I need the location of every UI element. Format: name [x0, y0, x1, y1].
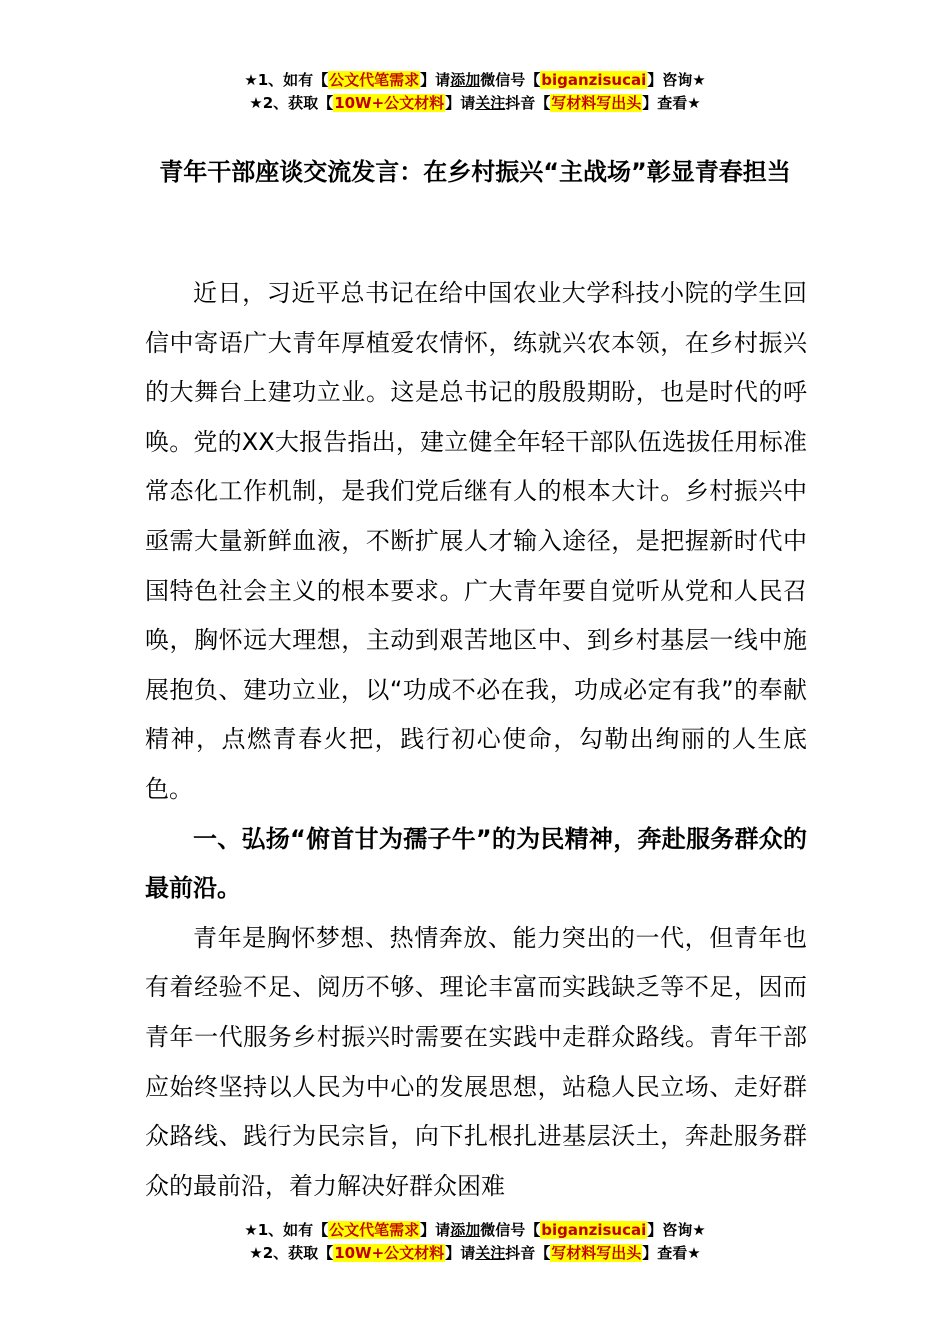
footer-line-2-suffix: 】查看★	[642, 1244, 701, 1262]
banner-line-1-middle: 】请	[420, 71, 451, 89]
footer-line-1	[0, 1219, 950, 1242]
footer-line-2-highlight-materials: 10W+公文材料	[334, 1244, 445, 1262]
paragraph-section-1: 青年是胸怀梦想、热情奔放、能力突出的一代，但青年也有着经验不足、阅历不够、理论丰富而实践缺乏等不足，因而青年一代服务乡村振兴时需要在实践中走群众路线。青年干部应始终坚持以人民为中心的发展思想，站稳人民立场、走好群众路线、践行为民宗旨，向下扎根扎进基层沃土，奔赴服务群众的最前沿，着力解决好群众困难	[145, 923, 807, 1200]
banner-line-2	[0, 92, 950, 115]
banner-line-2-highlight-douyin: 写材料写出头	[551, 94, 642, 112]
footer-line-1-middle-2: 微信号【	[480, 1221, 541, 1239]
banner-line-2-emphasis: 关注	[475, 94, 506, 112]
footer-line-2-highlight-douyin: 写材料写出头	[551, 1244, 642, 1262]
header-banner	[0, 69, 950, 115]
banner-line-1-emphasis: 添加	[450, 71, 481, 89]
footer-line-2-middle-2: 抖音【	[505, 1244, 551, 1262]
banner-line-1-highlight-service: 公文代笔需求	[329, 71, 420, 89]
banner-line-1	[0, 69, 950, 92]
document-body	[145, 269, 807, 1211]
paragraph-intro: 近日，习近平总书记在给中国农业大学科技小院的学生回信中寄语广大青年厚植爱农情怀，练就兴农本领，在乡村振兴的大舞台上建功立业。这是总书记的殷殷期盼，也是时代的呼唤。党的XX大报告指出，建立健全年轻干部队伍选拔任用标准常态化工作机制，是我们党后继有人的根本大计。乡村振兴中亟需大量新鲜血液，不断扩展人才输入途径，是把握新时代中国特色社会主义的根本要求。广大青年要自觉听从党和人民召唤，胸怀远大理想，主动到艰苦地区中、到乡村基层一线中施展抱负、建功立业，以“功成不必在我，功成必定有我”的奉献精神，点燃青春火把，践行初心使命，勾勒出绚丽的人生底色。	[145, 279, 807, 803]
banner-line-2-suffix: 】查看★	[642, 94, 701, 112]
footer-line-2	[0, 1242, 950, 1265]
footer-line-2-prefix: ★2、获取【	[249, 1244, 334, 1262]
banner-line-1-prefix: ★1、如有【	[244, 71, 329, 89]
footer-line-1-highlight-wechat: biganzisucai	[541, 1221, 647, 1239]
footer-banner	[0, 1219, 950, 1265]
banner-line-2-middle-2: 抖音【	[505, 94, 551, 112]
footer-line-1-emphasis: 添加	[450, 1221, 481, 1239]
banner-line-1-highlight-wechat: biganzisucai	[541, 71, 647, 89]
banner-line-1-middle-2: 微信号【	[480, 71, 541, 89]
banner-line-2-prefix: ★2、获取【	[249, 94, 334, 112]
footer-line-2-middle: 】请	[445, 1244, 476, 1262]
footer-line-1-prefix: ★1、如有【	[244, 1221, 329, 1239]
banner-line-2-middle: 】请	[445, 94, 476, 112]
banner-line-1-suffix: 】咨询★	[647, 71, 706, 89]
footer-line-1-suffix: 】咨询★	[647, 1221, 706, 1239]
footer-line-1-highlight-service: 公文代笔需求	[329, 1221, 420, 1239]
banner-line-2-highlight-materials: 10W+公文材料	[334, 94, 445, 112]
footer-line-2-emphasis: 关注	[475, 1244, 506, 1262]
section-heading-1: 一、弘扬“俯首甘为孺子牛”的为民精神，奔赴服务群众的最前沿。	[145, 824, 807, 903]
document-title: 青年干部座谈交流发言：在乡村振兴“主战场”彰显青春担当	[159, 158, 791, 186]
footer-line-1-middle: 】请	[420, 1221, 451, 1239]
